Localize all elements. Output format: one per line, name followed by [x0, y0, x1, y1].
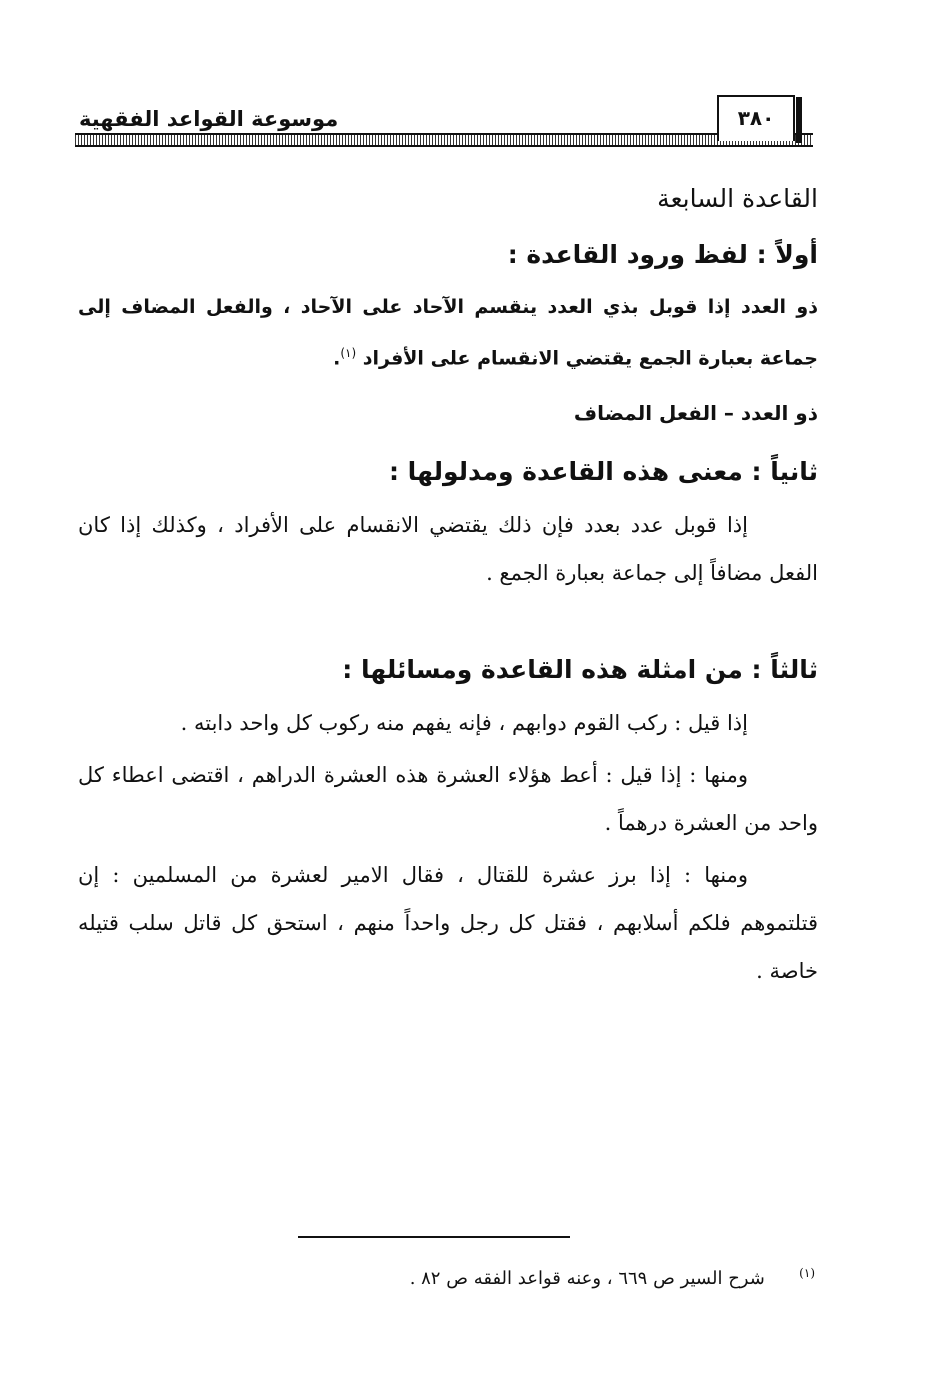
page-content [78, 178, 818, 999]
spacer [78, 601, 818, 649]
example-paragraph: ومنها : إذا برز عشرة للقتال ، فقال الامير لعشرة من المسلمين : إن قتلتموهم فلكم أسلابهم ، فقتل كل رجل واحداً منهم ، استحق كل قاتل سلب قتيله خاصة . [78, 863, 818, 984]
footnote-reference[interactable]: (١) [340, 346, 357, 360]
section-heading-meaning: ثانياً : معنى هذه القاعدة ومدلولها : [388, 457, 818, 487]
example-paragraph: إذا قيل : ركب القوم دوابهم ، فإنه يفهم منه ركوب كل واحد دابته . [180, 711, 748, 736]
footnote-marker: (١) [799, 1266, 815, 1280]
example-paragraph: ومنها : إذا قيل : أعط هؤلاء العشرة هذه العشرة الدراهم ، اقتضى اعطاء كل واحد من العشرة درهماً . [78, 763, 818, 836]
footnote [410, 1258, 815, 1294]
rule-keywords: ذو العدد – الفعل المضاف [573, 401, 818, 426]
section-heading-wording: أولاً : لفظ ورود القاعدة : [507, 240, 818, 269]
rule-statement: ذو العدد إذا قوبل بذي العدد ينقسم الآحاد على الآحاد ، والفعل المضاف إلى جماعة بعبارة الجمع يقتضي الانقسام على الأفراد $^{(١)}$. [78, 296, 818, 370]
meaning-paragraph: إذا قوبل عدد بعدد فإن ذلك يقتضي الانقسام على الأفراد ، وكذلك إذا كان الفعل مضافاً إلى جماعة بعبارة الجمع . [78, 513, 818, 586]
rule-title: القاعدة السابعة [657, 184, 818, 213]
footnote-text: شرح السير ص ٦٦٩ ، وعنه قواعد الفقه ص ٨٢ . [409, 1268, 765, 1289]
running-header [75, 95, 813, 155]
header-rule [75, 133, 813, 147]
running-title: موسوعة القواعد الفقهية [79, 107, 339, 131]
footnote-separator [298, 1236, 570, 1238]
section-heading-examples: ثالثاً : من امثلة هذه القاعدة ومسائلها : [342, 655, 818, 685]
rule-statement-text: ذو العدد إذا قوبل بذي العدد ينقسم الآحاد على الآحاد ، والفعل المضاف إلى جماعة بعبارة الجمع يقتضي الانقسام على الأفراد [78, 296, 818, 370]
page-number: ٣٨٠ [717, 95, 795, 141]
